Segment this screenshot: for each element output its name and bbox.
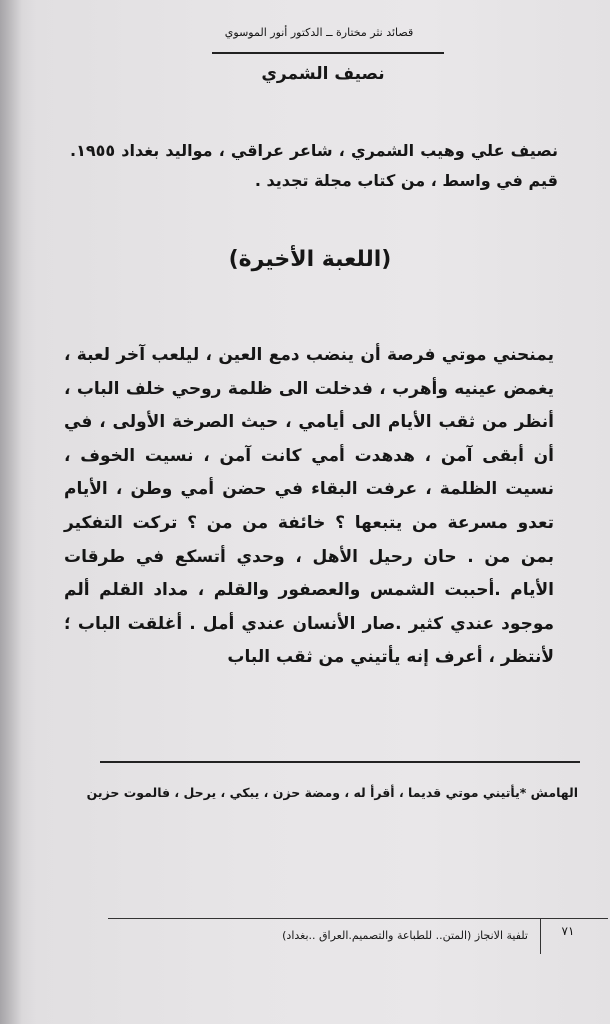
footer-divider <box>540 918 541 954</box>
footnote: الهامش *يأتيني موتي قديما ، أقرأ له ، ومضة حزن ، يبكي ، يرحل ، فالموت حزين <box>86 785 578 800</box>
publisher-info: تلفية الانجاز (المتن.. للطباعة والتصميم.العراق ..بغداد) <box>282 929 528 942</box>
poem-body: يمنحني موتي فرصة أن ينضب دمع العين ، ليلعب آخر لعبة ، يغمض عينيه وأهرب ، فدخلت الى ظلمة روحي خلف الباب ، أنظر من ثقب الأيام الى أيامي ، حيث الصرخة الأولى ، في أن أبقى آمن ، هدهدت أمي كانت آمن ، نسيت الخوف ، نسيت الظلمة ، عرفت البقاء في حضن أمي وطن ، الأيام تعدو مسرعة من يتبعها ؟ خائفة من من ؟ تركت التفكير بمن من . حان رحيل الأهل ، وحدي أتسكع في طرقات الأيام .أحببت الشمس والعصفور والقلم ، مداد القلم ألم موجود عندي كثير .صار الأنسان عندي أمل . أغلقت الباب ؛ لأنتظر ، أعرف إنه يأتيني من ثقب الباب <box>64 345 554 668</box>
author-bio: نصيف علي وهيب الشمري ، شاعر عراقي ، مواليد بغداد ١٩٥٥. قيم في واسط ، من كتاب مجلة تجديد . <box>70 141 558 190</box>
running-head: قصائد نثر مختارة ــ الدكتور أنور الموسوي <box>224 26 414 39</box>
author-heading: نصيف الشمري <box>261 64 385 84</box>
page-number: ٧١ <box>561 924 575 938</box>
footnote-rule <box>100 761 580 763</box>
header-rule <box>212 52 444 54</box>
poem-title: (اللعبة الأخيرة) <box>228 247 392 272</box>
footer-rule <box>108 918 608 919</box>
